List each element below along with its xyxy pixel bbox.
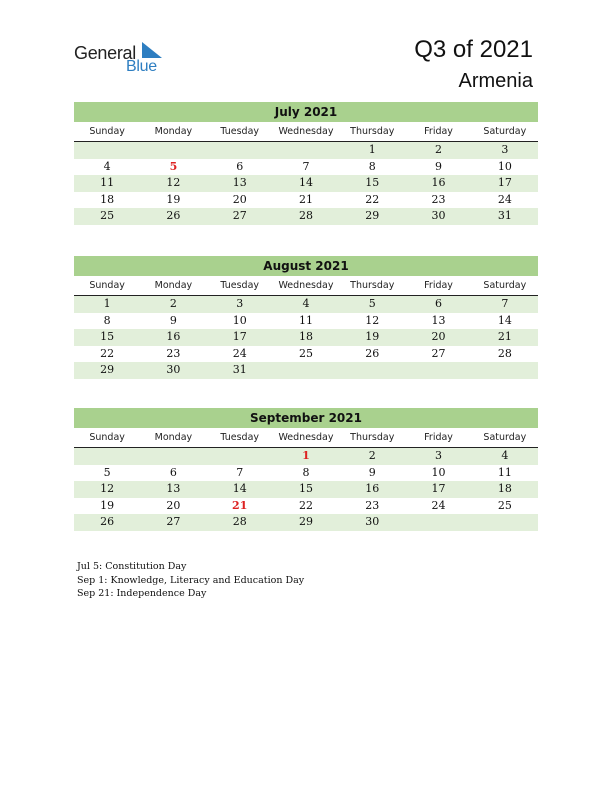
date-cell: 1 (103, 297, 111, 310)
date-cell: 25 (100, 209, 115, 223)
weekday-label: Tuesday (220, 432, 260, 443)
weekday-header-row (74, 123, 538, 142)
date-cell: 10 (497, 159, 512, 173)
date-cell: 25 (298, 346, 313, 360)
date-cell: 9 (368, 465, 376, 479)
date-cell: 4 (103, 159, 111, 173)
date-cell (74, 448, 140, 465)
month-title: July 2021 (74, 102, 538, 122)
weekday-label: Saturday (483, 280, 527, 291)
date-cell: 3 (236, 297, 244, 310)
date-cell: 6 (169, 465, 177, 479)
date-cell: 13 (166, 482, 181, 496)
date-cell: 24 (232, 346, 247, 360)
date-cell: 29 (298, 515, 313, 529)
date-cell: 11 (298, 313, 313, 327)
weekday-label: Friday (424, 280, 453, 291)
date-cell: 25 (497, 498, 512, 512)
date-cell (405, 362, 471, 379)
date-cell: 6 (236, 159, 244, 173)
logo (74, 40, 174, 80)
weekday-label: Sunday (89, 280, 125, 291)
weekday-label: Tuesday (220, 126, 260, 137)
date-cell: 23 (365, 498, 380, 512)
date-cell: 13 (232, 176, 247, 190)
date-cell (339, 362, 405, 379)
date-cell: 28 (232, 515, 247, 529)
weekday-label: Wednesday (278, 126, 334, 137)
holiday-date-cell: 1 (302, 449, 310, 462)
date-cell: 1 (368, 143, 376, 156)
weekday-label: Thursday (350, 280, 395, 291)
date-cell: 17 (497, 176, 512, 190)
week-row (74, 329, 538, 346)
weekday-label: Friday (424, 126, 453, 137)
week-row (74, 313, 538, 330)
week-row (74, 465, 538, 482)
week-row (74, 514, 538, 531)
date-cell: 18 (298, 330, 313, 344)
date-cell: 8 (302, 465, 310, 479)
date-cell: 15 (365, 176, 380, 190)
date-cell: 4 (501, 449, 509, 462)
holiday-note: Sep 1: Knowledge, Literacy and Education Day (77, 574, 305, 586)
date-cell: 22 (100, 346, 115, 360)
weekday-label: Monday (154, 280, 193, 291)
week-row (74, 208, 538, 225)
date-cell: 14 (298, 176, 313, 190)
date-cell: 5 (368, 297, 376, 310)
date-cell: 26 (100, 515, 115, 529)
holiday-note: Sep 21: Independence Day (77, 588, 207, 600)
date-cell: 20 (431, 330, 446, 344)
date-cell: 20 (166, 498, 181, 512)
date-cell (74, 142, 140, 159)
date-cell (207, 448, 273, 465)
week-row (74, 192, 538, 209)
weekday-label: Saturday (483, 126, 527, 137)
date-cell: 14 (497, 313, 512, 327)
date-cell: 27 (166, 515, 181, 529)
logo-general-text: General (74, 43, 136, 63)
date-cell (207, 142, 273, 159)
date-cell: 10 (232, 313, 247, 327)
holiday-note: Jul 5: Constitution Day (77, 561, 187, 572)
date-cell: 17 (431, 482, 446, 496)
date-cell: 9 (435, 159, 443, 173)
date-cell: 30 (365, 515, 380, 529)
week-row (74, 448, 538, 465)
weekday-header-row (74, 429, 538, 448)
weekday-label: Sunday (89, 432, 125, 443)
date-cell: 7 (302, 159, 310, 173)
date-cell: 11 (497, 465, 512, 479)
date-cell: 8 (368, 159, 376, 173)
date-cell (472, 514, 538, 531)
date-cell: 23 (166, 346, 181, 360)
holiday-date-cell: 21 (232, 498, 248, 512)
date-cell: 2 (368, 449, 376, 462)
date-cell: 6 (435, 297, 443, 310)
date-cell: 27 (431, 346, 446, 360)
page-title: Q3 of 2021 (414, 36, 533, 63)
date-cell (140, 448, 206, 465)
date-cell: 14 (232, 482, 247, 496)
logo-blue-text: Blue (126, 58, 157, 75)
date-cell: 21 (298, 192, 313, 206)
date-cell: 3 (501, 143, 509, 156)
week-row (74, 362, 538, 379)
date-cell: 5 (103, 465, 111, 479)
date-cell: 2 (435, 143, 443, 156)
date-cell: 29 (365, 209, 380, 223)
weekday-header-row (74, 277, 538, 296)
holiday-date-cell: 5 (169, 159, 178, 173)
date-cell: 12 (365, 313, 380, 327)
date-cell: 26 (365, 346, 380, 360)
date-cell: 21 (497, 330, 512, 344)
date-cell: 30 (166, 363, 181, 377)
month-title: September 2021 (74, 408, 538, 428)
date-cell: 28 (497, 346, 512, 360)
date-cell: 18 (497, 482, 512, 496)
date-cell: 12 (100, 482, 115, 496)
weekday-label: Wednesday (278, 432, 334, 443)
date-cell: 8 (103, 313, 111, 327)
date-cell: 22 (298, 498, 313, 512)
date-cell: 23 (431, 192, 446, 206)
weekday-label: Thursday (350, 432, 395, 443)
date-cell: 16 (431, 176, 446, 190)
date-cell (405, 514, 471, 531)
date-cell: 17 (232, 330, 247, 344)
date-cell: 12 (166, 176, 181, 190)
weekday-label: Saturday (483, 432, 527, 443)
date-cell: 31 (232, 363, 247, 377)
weekday-label: Thursday (350, 126, 395, 137)
month-calendar (74, 256, 538, 379)
date-cell (273, 362, 339, 379)
date-cell: 24 (431, 498, 446, 512)
date-cell: 13 (431, 313, 446, 327)
date-cell: 18 (100, 192, 115, 206)
date-cell: 27 (232, 209, 247, 223)
month-calendar (74, 408, 538, 531)
date-cell: 19 (166, 192, 181, 206)
date-cell: 2 (169, 297, 177, 310)
month-title: August 2021 (74, 256, 538, 276)
date-cell: 29 (100, 363, 115, 377)
date-cell: 19 (365, 330, 380, 344)
weekday-label: Friday (424, 432, 453, 443)
date-cell (273, 142, 339, 159)
date-cell (472, 362, 538, 379)
date-cell: 9 (169, 313, 177, 327)
week-row (74, 296, 538, 313)
weekday-label: Wednesday (278, 280, 334, 291)
date-cell: 4 (302, 297, 310, 310)
date-cell: 15 (100, 330, 115, 344)
date-cell: 15 (298, 482, 313, 496)
date-cell: 7 (501, 297, 509, 310)
week-row (74, 498, 538, 515)
month-calendar (74, 102, 538, 225)
week-row (74, 142, 538, 159)
date-cell: 30 (431, 209, 446, 223)
week-row (74, 159, 538, 176)
date-cell: 10 (431, 465, 446, 479)
date-cell: 16 (365, 482, 380, 496)
weekday-label: Sunday (89, 126, 125, 137)
date-cell: 20 (232, 192, 247, 206)
date-cell: 11 (100, 176, 115, 190)
week-row (74, 346, 538, 363)
week-row (74, 175, 538, 192)
date-cell: 31 (497, 209, 512, 223)
week-row (74, 481, 538, 498)
date-cell: 28 (298, 209, 313, 223)
date-cell: 7 (236, 465, 244, 479)
date-cell: 22 (365, 192, 380, 206)
date-cell: 3 (435, 449, 443, 462)
weekday-label: Monday (154, 126, 193, 137)
date-cell: 16 (166, 330, 181, 344)
date-cell: 19 (100, 498, 115, 512)
weekday-label: Monday (154, 432, 193, 443)
holiday-notes (77, 560, 304, 601)
country-name: Armenia (458, 70, 533, 92)
date-cell (140, 142, 206, 159)
date-cell: 24 (497, 192, 512, 206)
date-cell: 26 (166, 209, 181, 223)
weekday-label: Tuesday (220, 280, 260, 291)
